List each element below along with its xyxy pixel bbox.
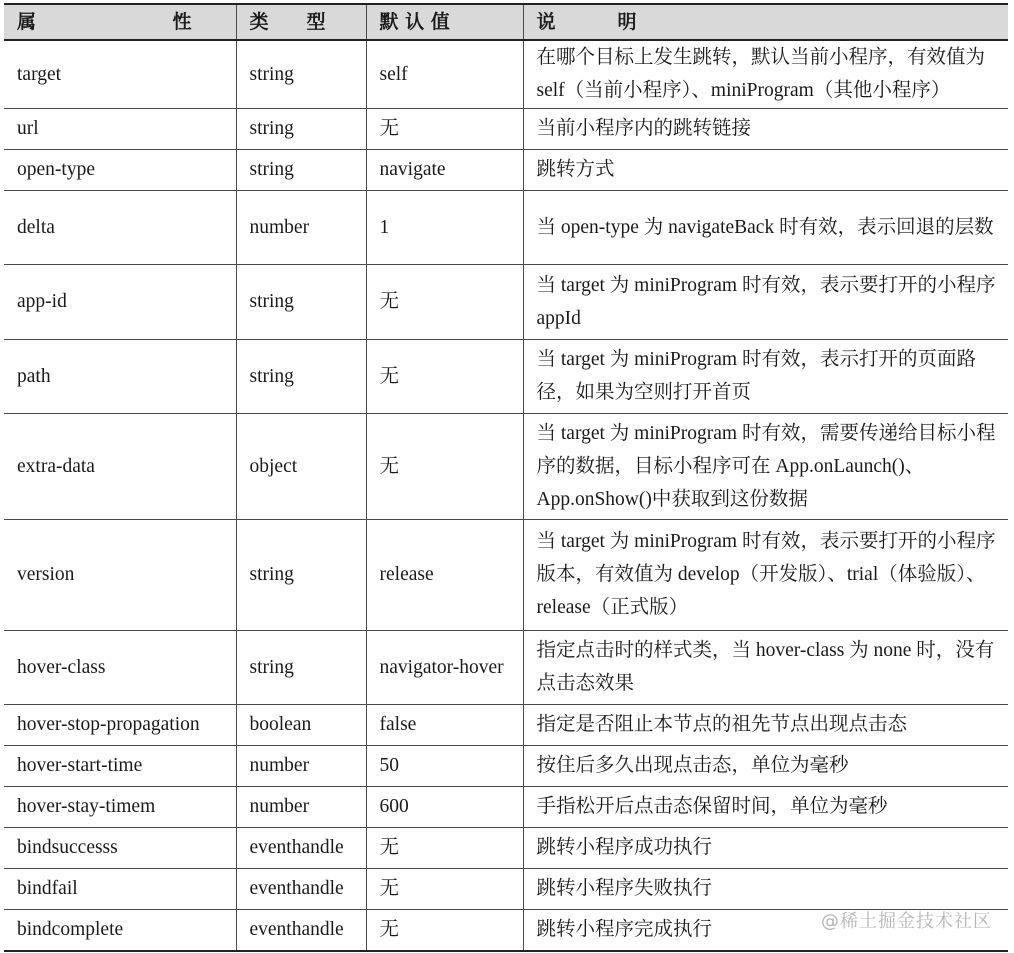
table-row (4, 745, 1008, 786)
cell-default: 50 (366, 745, 523, 786)
cell-attribute: bindcomplete (4, 909, 236, 951)
table-row (4, 519, 1008, 630)
cell-default: 无 (366, 909, 523, 951)
cell-attribute: hover-stop-propagation (4, 704, 236, 745)
cell-description: 跳转方式 (523, 149, 1008, 190)
cell-default: 1 (366, 190, 523, 264)
cell-description: 跳转小程序失败执行 (523, 868, 1008, 909)
table-row (4, 704, 1008, 745)
cell-default: release (366, 519, 523, 630)
cell-default: 600 (366, 786, 523, 827)
cell-attribute: hover-stay-timem (4, 786, 236, 827)
cell-attribute: bindsuccesss (4, 827, 236, 868)
table-row (4, 190, 1008, 264)
cell-type: boolean (236, 704, 366, 745)
table-row (4, 827, 1008, 868)
cell-default: 无 (366, 108, 523, 149)
cell-type: string (236, 630, 366, 704)
table-row (4, 108, 1008, 149)
cell-attribute: delta (4, 190, 236, 264)
header-description: 说 明 (523, 4, 1008, 40)
table-header-row (4, 4, 1008, 40)
cell-type: eventhandle (236, 827, 366, 868)
table-row (4, 339, 1008, 413)
watermark: @稀土掘金技术社区 (821, 911, 992, 932)
cell-default: 无 (366, 339, 523, 413)
cell-description: 指定点击时的样式类，当 hover-class 为 none 时，没有点击态效果 (523, 630, 1008, 704)
table-row (4, 786, 1008, 827)
table-row (4, 413, 1008, 519)
cell-type: eventhandle (236, 868, 366, 909)
cell-description: 当前小程序内的跳转链接 (523, 108, 1008, 149)
cell-type: eventhandle (236, 909, 366, 951)
cell-description: 当 target 为 miniProgram 时有效，表示要打开的小程序 appId (523, 264, 1008, 339)
cell-description: 按住后多久出现点击态，单位为毫秒 (523, 745, 1008, 786)
cell-type: object (236, 413, 366, 519)
cell-type: string (236, 149, 366, 190)
cell-type: number (236, 190, 366, 264)
cell-attribute: app-id (4, 264, 236, 339)
table-row (4, 40, 1008, 108)
cell-description: 当 target 为 miniProgram 时有效，表示要打开的小程序版本，有效值为 develop（开发版）、trial（体验版）、release（正式版） (523, 519, 1008, 630)
cell-attribute: hover-start-time (4, 745, 236, 786)
cell-type: string (236, 339, 366, 413)
cell-attribute: version (4, 519, 236, 630)
cell-attribute: url (4, 108, 236, 149)
cell-type: string (236, 519, 366, 630)
cell-type: number (236, 786, 366, 827)
header-attribute: 属 性 (4, 4, 236, 40)
cell-default: 无 (366, 827, 523, 868)
cell-description: 当 target 为 miniProgram 时有效，表示打开的页面路径，如果为空则打开首页 (523, 339, 1008, 413)
cell-type: number (236, 745, 366, 786)
cell-default: false (366, 704, 523, 745)
cell-type: string (236, 108, 366, 149)
cell-attribute: path (4, 339, 236, 413)
cell-description: 当 open-type 为 navigateBack 时有效，表示回退的层数 (523, 190, 1008, 264)
cell-default: navigate (366, 149, 523, 190)
cell-default: self (366, 40, 523, 108)
cell-description: 在哪个目标上发生跳转，默认当前小程序，有效值为 self（当前小程序）、miniProgram（其他小程序） (523, 40, 1008, 108)
cell-description: 跳转小程序完成执行 (523, 909, 1008, 951)
cell-description: 指定是否阻止本节点的祖先节点出现点击态 (523, 704, 1008, 745)
cell-attribute: open-type (4, 149, 236, 190)
cell-attribute: target (4, 40, 236, 108)
cell-default: 无 (366, 868, 523, 909)
cell-type: string (236, 40, 366, 108)
cell-description: 手指松开后点击态保留时间，单位为毫秒 (523, 786, 1008, 827)
table-row (4, 149, 1008, 190)
cell-type: string (236, 264, 366, 339)
cell-default: 无 (366, 413, 523, 519)
table-row (4, 264, 1008, 339)
cell-description: 跳转小程序成功执行 (523, 827, 1008, 868)
properties-table (4, 3, 1008, 952)
header-default: 默 认 值 (366, 4, 523, 40)
cell-attribute: hover-class (4, 630, 236, 704)
table-row (4, 868, 1008, 909)
cell-default: navigator-hover (366, 630, 523, 704)
table-row (4, 630, 1008, 704)
cell-description: 当 target 为 miniProgram 时有效，需要传递给目标小程序的数据，目标小程序可在 App.onLaunch()、App.onShow()中获取到这份数据 (523, 413, 1008, 519)
cell-attribute: bindfail (4, 868, 236, 909)
cell-default: 无 (366, 264, 523, 339)
header-type: 类 型 (236, 4, 366, 40)
cell-attribute: extra-data (4, 413, 236, 519)
